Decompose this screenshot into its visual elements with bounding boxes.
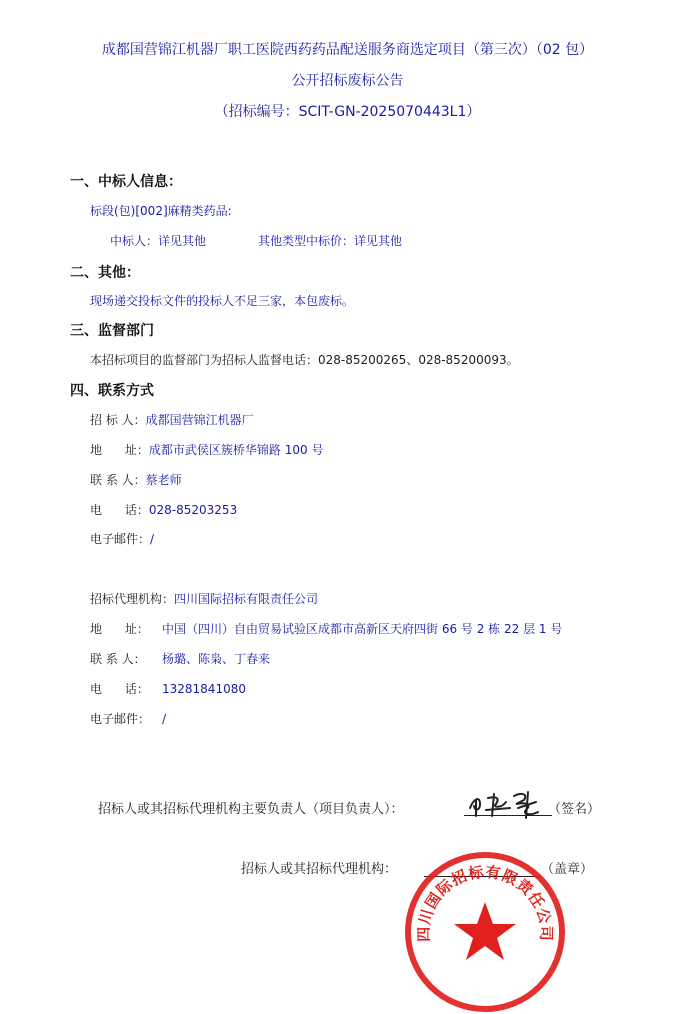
agency-address-label: 地 址： [90,622,149,636]
agency-contact: 杨璐、陈枭、丁春来 [162,652,271,666]
agency-contact-label: 联 系 人： [90,652,146,666]
section-supervision-heading: 三、监督部门 [70,323,154,339]
tenderer-address-label: 地 址： [90,443,149,457]
org-seal-label: 招标人或其招标代理机构： [241,862,398,877]
agency-phone-label: 电 话： [90,682,149,696]
tenderer-address: 成都市武侯区簇桥华锦路 100 号 [148,443,324,457]
agency-contact-row [90,650,270,667]
tenderer-phone-label: 电 话： [90,503,149,517]
leader-signature-label: 招标人或其招标代理机构主要负责人（项目负责人）： [98,802,404,817]
handwritten-signature [466,786,552,822]
winner-info: 中标人：详见其他 [110,234,207,248]
tenderer-contact-label: 联 系 人： [90,473,146,487]
signature-suffix: （签名） [548,802,601,817]
agency-address: 中国（四川）自由贸易试验区成都市高新区天府四街 66 号 2 栋 22 层 1 号 [162,622,563,636]
other-text: 现场递交投标文件的投标人不足三家，本包废标。 [90,294,355,308]
agency-name-label: 招标代理机构： [90,592,175,606]
tenderer-contact-row [90,471,182,488]
agency-name: 四川国际招标有限责任公司 [174,592,319,606]
supervision-text: 本招标项目的监督部门为招标人监督电话：028-85200265、028-85200093。 [90,353,519,367]
lot-description: 标段(包)[002]麻精类药品: [90,204,232,218]
agency-email-row [90,710,166,727]
notice-title-line2: 公开招标废标公告 [291,73,404,89]
tenderer-phone: 028-85203253 [148,503,238,517]
section-winner-heading: 一、中标人信息： [70,174,182,190]
tenderer-name-label: 招 标 人： [90,413,146,427]
tenderer-email-label: 电子邮件： [90,532,151,546]
agency-address-row [90,620,562,637]
tenderer-email-row [90,530,154,547]
tender-number: （招标编号：SCIT-GN-2025070443L1） [214,104,481,120]
section-contact-heading: 四、联系方式 [70,383,154,399]
notice-title-line1: 成都国营锦江机器厂职工医院西药药品配送服务商选定项目（第三次）（02 包） [101,42,594,58]
agency-phone: 13281841080 [162,682,246,696]
tenderer-name: 成都国营锦江机器厂 [145,413,254,427]
section-other-heading: 二、其他： [70,265,140,281]
seal-suffix: （盖章） [541,862,594,877]
agency-name-row [90,590,318,607]
tenderer-name-row [90,411,254,428]
tenderer-contact: 蔡老师 [145,473,182,487]
tenderer-phone-row [90,501,237,518]
seal-text: 四川国际招标有限责任公司 [414,862,556,942]
agency-phone-row [90,680,246,697]
agency-email-label: 电子邮件： [90,712,151,726]
tenderer-address-row [90,441,323,458]
official-seal-stamp [403,850,567,1014]
tenderer-email: / [150,532,155,546]
agency-email: / [162,712,167,726]
winning-price: 其他类型中标价：详见其他 [258,234,403,248]
